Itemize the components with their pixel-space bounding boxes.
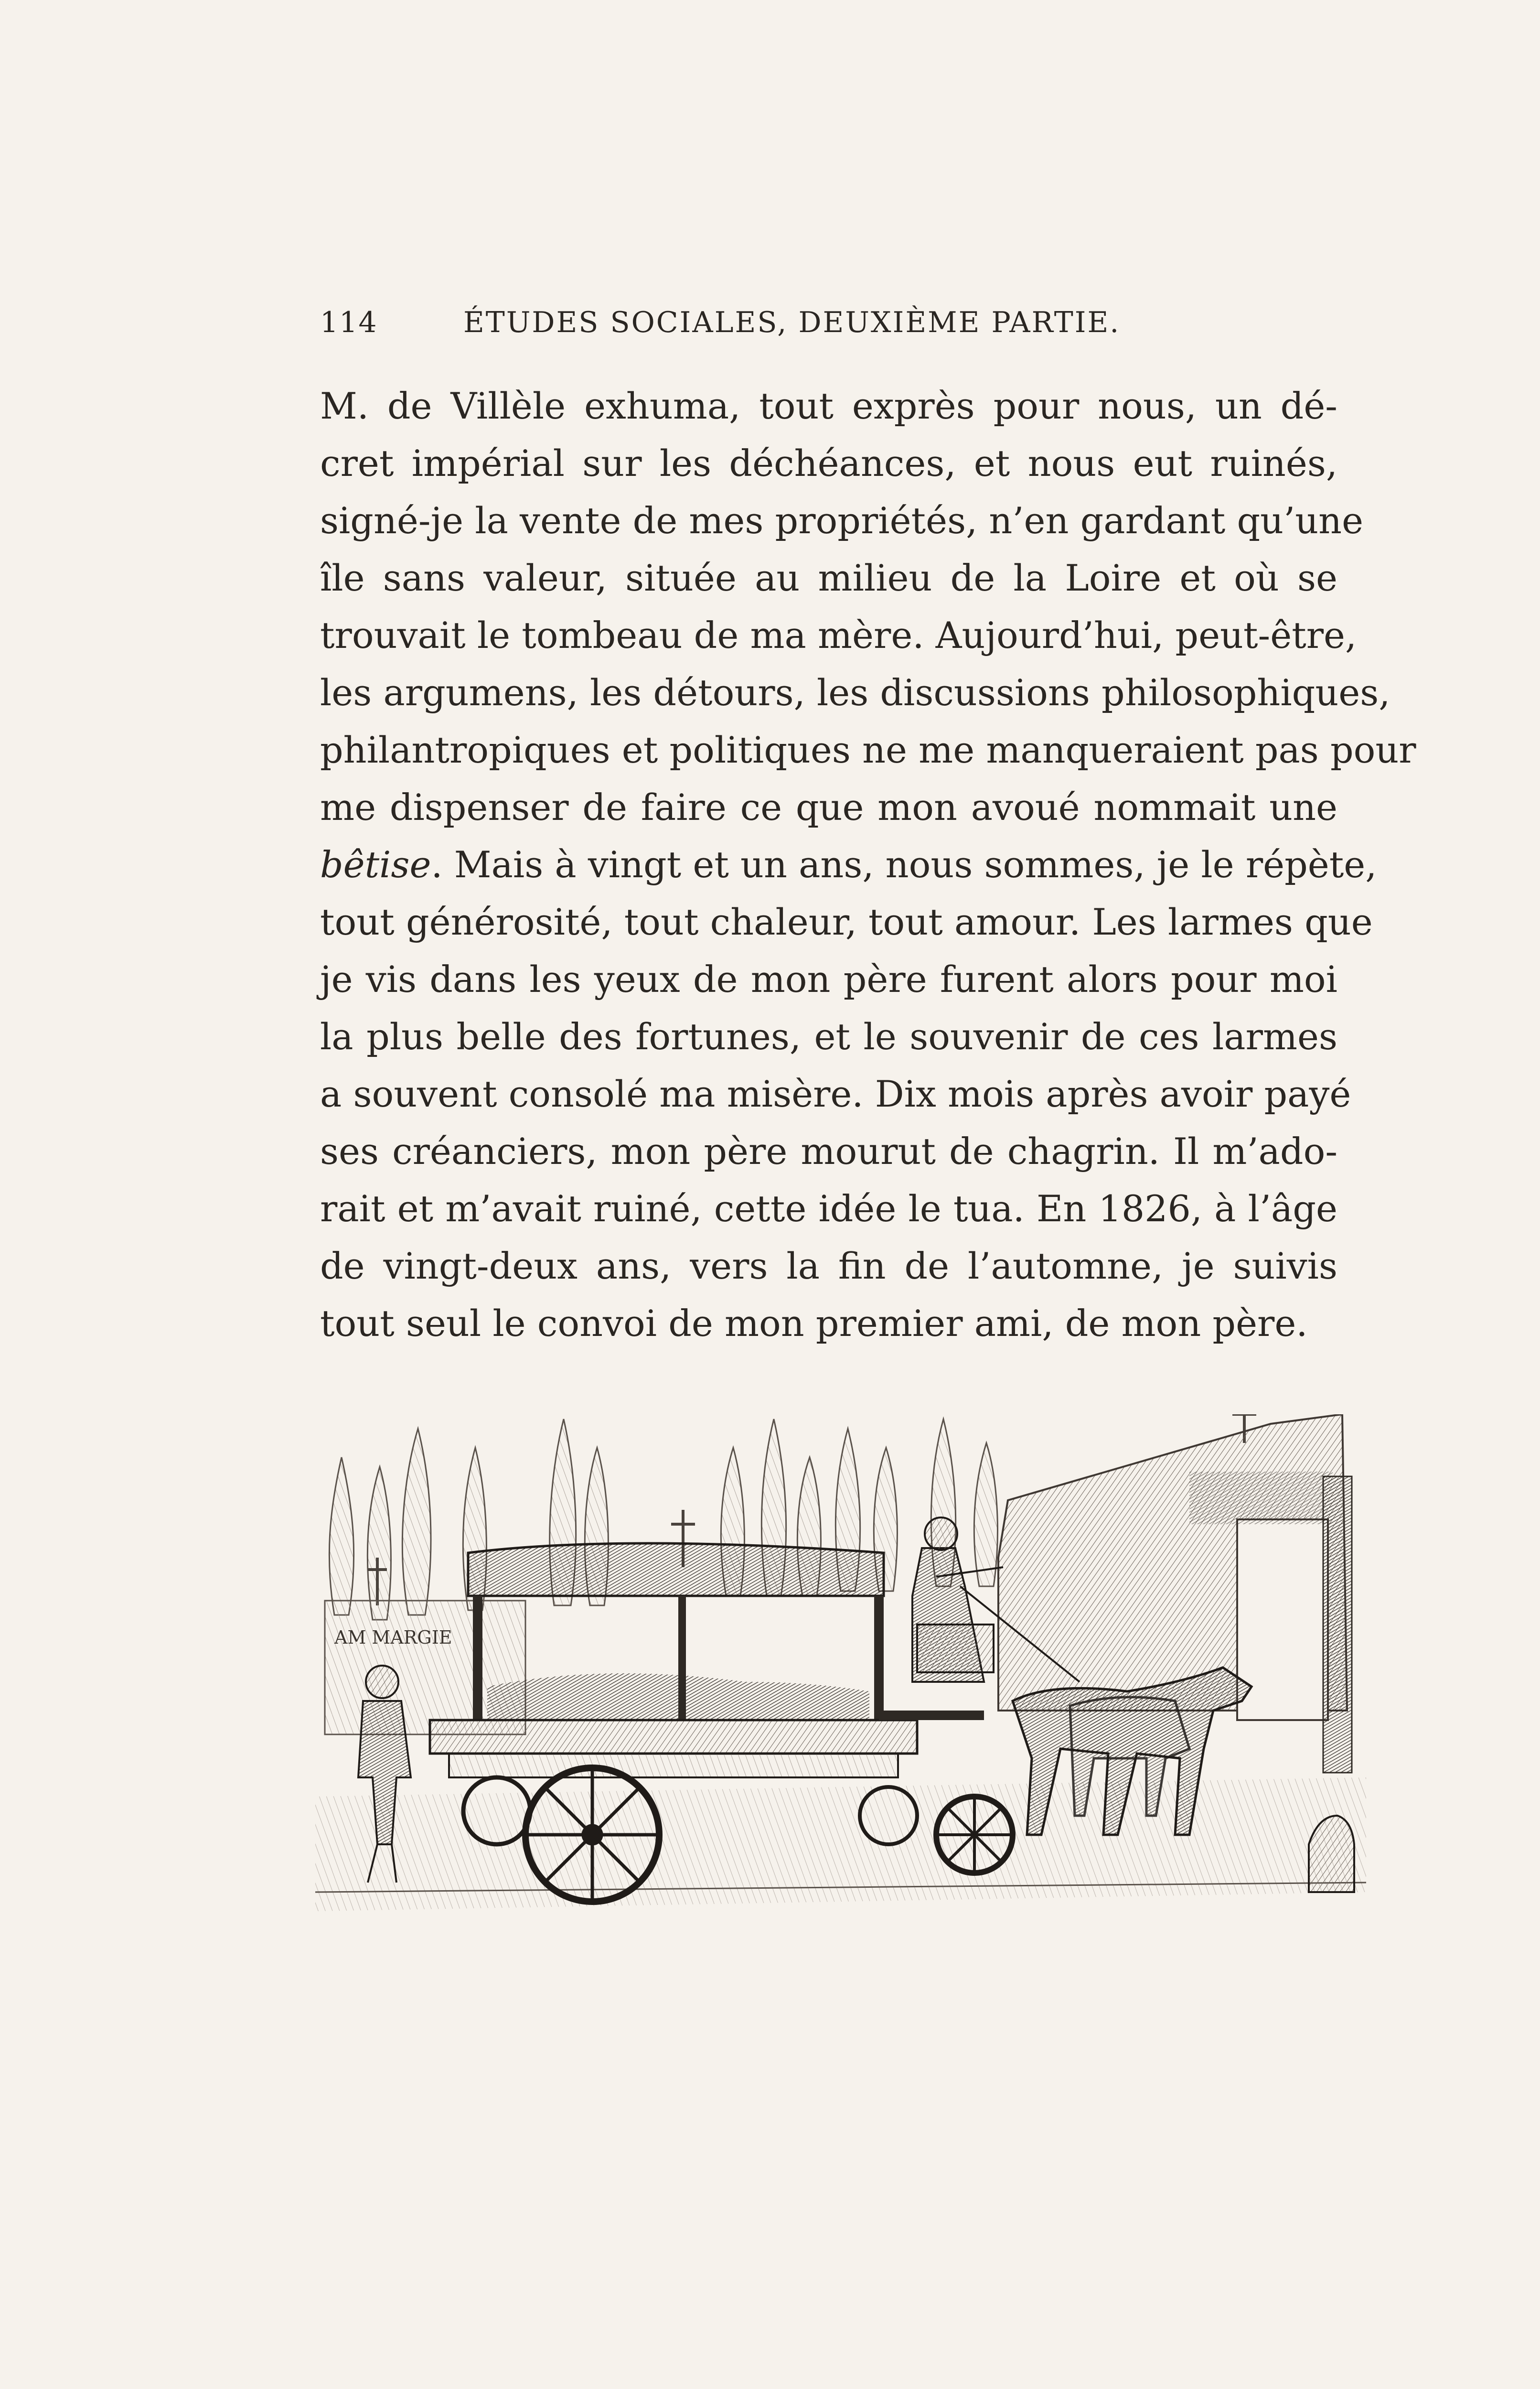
text-line: île sans valeur, située au milieu de la Loire et où se xyxy=(320,557,1337,599)
text-line: me dispenser de faire ce que mon avoué nommait une xyxy=(320,786,1337,829)
text-line: rait et m’avait ruiné, cette idée le tua. En 1826, à l’âge xyxy=(320,1187,1337,1230)
text-line: les argumens, les détours, les discussions philosophiques, xyxy=(320,671,1390,714)
hearse-engraving xyxy=(315,1414,1366,2093)
text-line: de vingt-deux ans, vers la fin de l’automne, je suivis xyxy=(320,1245,1337,1287)
text-line: a souvent consolé ma misère. Dix mois après avoir payé xyxy=(320,1073,1351,1115)
text-line: signé-je la vente de mes propriétés, n’en gardant qu’une xyxy=(320,499,1364,542)
italic-word: bêtise xyxy=(320,843,431,886)
page-number: 114 xyxy=(320,306,378,339)
tomb-inscription: AM MARGIE xyxy=(334,1627,452,1648)
text-line-rest: . Mais à vingt et un ans, nous sommes, je le répète, xyxy=(431,843,1377,886)
text-line: philantropiques et politiques ne me manqueraient pas pour xyxy=(320,729,1416,771)
body-text xyxy=(320,377,1416,1352)
text-line: tout seul le convoi de mon premier ami, de mon père. xyxy=(320,1302,1308,1345)
text-line xyxy=(320,836,1377,893)
text-line: tout générosité, tout chaleur, tout amour. Les larmes que xyxy=(320,901,1373,943)
text-line: M. de Villèle exhuma, tout exprès pour nous, un dé- xyxy=(320,385,1337,427)
text-line: la plus belle des fortunes, et le souvenir de ces larmes xyxy=(320,1015,1337,1058)
engraving-illustration xyxy=(315,1414,1366,2093)
text-line: cret impérial sur les déchéances, et nous eut ruinés, xyxy=(320,442,1337,484)
text-line: ses créanciers, mon père mourut de chagrin. Il m’ado- xyxy=(320,1130,1337,1173)
ground xyxy=(315,1777,1366,1911)
page-header xyxy=(320,306,1170,349)
text-line: je vis dans les yeux de mon père furent alors pour moi xyxy=(320,958,1337,1001)
running-head: ÉTUDES SOCIALES, DEUXIÈME PARTIE. xyxy=(463,306,1121,339)
text-line: trouvait le tombeau de ma mère. Aujourd’hui, peut-être, xyxy=(320,614,1357,656)
